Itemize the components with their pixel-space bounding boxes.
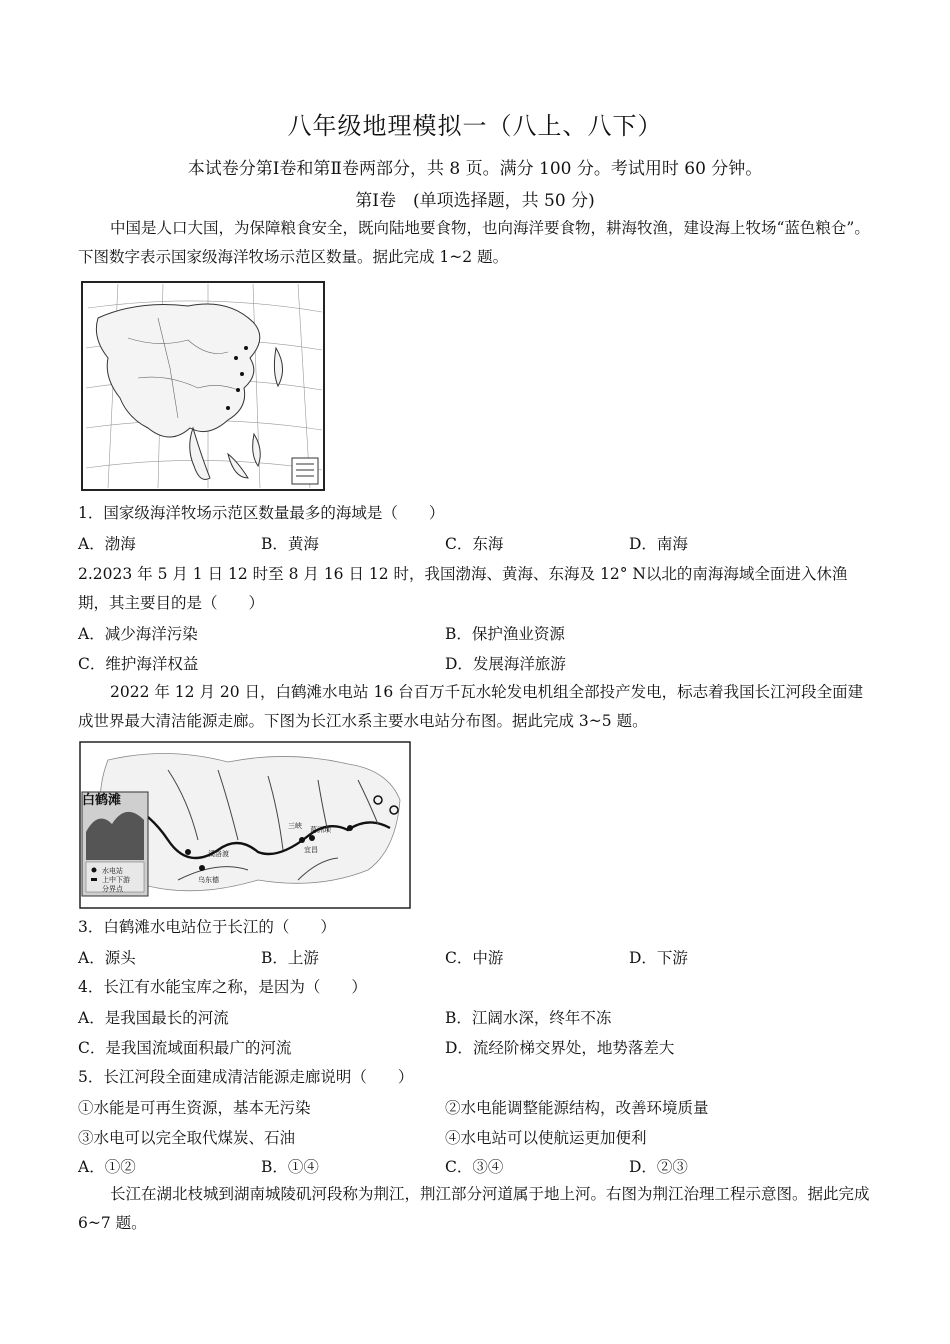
q5-statement-2: ②水电能调整能源结构，改善环境质量 [445,1099,709,1117]
yangtze-map-figure [78,740,412,910]
q4-option-a[interactable]: A．是我国最长的河流 [78,1009,229,1027]
q3-option-c[interactable]: C．中游 [445,949,504,967]
question-4-options-row2 [78,1036,878,1058]
legend-item-3: 分界点 [102,885,123,893]
q4-option-d[interactable]: D．流经阶梯交界处，地势落差大 [445,1039,675,1057]
legend-item-2: 上中下游 [102,876,130,884]
q2-option-d[interactable]: D．发展海洋旅游 [445,655,566,673]
legend-dot-icon [92,868,97,873]
section-heading: 第Ⅰ卷 (单项选择题，共 50 分) [355,191,595,211]
intro-paragraph-3: 长江在湖北枝城到湖南城陵矶河段称为荆江，荆江部分河道属于地上河。右图为荆江治理工程示意图。据此完成 6~7 题。 [78,1185,870,1232]
q5-option-d[interactable]: D．②③ [629,1158,688,1176]
label-yichang: 宜昌 [304,846,318,854]
question-5-statements-row1 [78,1096,878,1118]
intro-paragraph-2: 2022 年 12 月 20 日，白鹤滩水电站 16 台百万千瓦水轮发电机组全部投产发电，标志着我国长江河段全面建成世界最大清洁能源走廊。下图为长江水系主要水电站分布图。据此完成 3~5 题。 [78,683,864,730]
q3-option-b[interactable]: B．上游 [261,949,319,967]
label-wudongde: 乌东德 [198,876,219,884]
question-4-options-row1 [78,1006,878,1028]
baihetan-inset-label: 白鹤滩 [82,793,122,808]
question-1: 1．国家级海洋牧场示范区数量最多的海域是（ ） [78,504,445,522]
legend-item-1: 水电站 [102,867,123,875]
yangtze-hydropower-map [78,740,412,910]
q4-option-c[interactable]: C．是我国流域面积最广的河流 [78,1039,292,1057]
china-sea-map-figure [78,278,330,496]
intro-paragraph-1: 中国是人口大国，为保障粮食安全，既向陆地要食物，也向海洋要食物，耕海牧渔，建设海上牧场“蓝色粮仓”。下图数字表示国家级海洋牧场示范区数量。据此完成 1~2 题。 [78,219,870,266]
q5-statement-1: ①水能是可再生资源，基本无污染 [78,1099,311,1117]
q5-option-c[interactable]: C．③④ [445,1158,504,1176]
q3-option-d[interactable]: D．下游 [629,949,688,967]
question-2-options-row1 [78,622,878,644]
q4-option-b[interactable]: B．江阔水深，终年不冻 [445,1009,612,1027]
label-xiluodu: 溪洛渡 [208,850,229,858]
q1-option-d[interactable]: D．南海 [629,535,688,553]
question-4: 4．长江有水能宝库之称，是因为（ ） [78,978,367,996]
label-sanxia: 三峡 [288,822,302,830]
q5-statement-4: ④水电站可以使航运更加便利 [445,1129,647,1147]
q5-option-b[interactable]: B．①④ [261,1158,319,1176]
china-sea-map [78,278,330,496]
exam-subtitle: 本试卷分第Ⅰ卷和第Ⅱ卷两部分，共 8 页。满分 100 分。考试用时 60 分钟。 [187,159,763,179]
question-3: 3．白鹤滩水电站位于长江的（ ） [78,918,336,936]
question-5-statements-row2 [78,1126,878,1148]
label-gezhouba: 葛洲坝 [310,826,331,834]
q1-option-a[interactable]: A．渤海 [78,535,136,553]
question-5: 5．长江河段全面建成清洁能源走廊说明（ ） [78,1068,414,1086]
question-2-options-row2 [78,652,878,674]
q2-option-b[interactable]: B．保护渔业资源 [445,625,565,643]
question-1-options [78,532,878,554]
q2-option-a[interactable]: A．减少海洋污染 [78,625,198,643]
exam-title: 八年级地理模拟一（八上、八下） [287,112,663,140]
q5-statement-3: ③水电可以完全取代煤炭、石油 [78,1129,296,1147]
q1-option-c[interactable]: C．东海 [445,535,504,553]
q2-option-c[interactable]: C．维护海洋权益 [78,655,199,673]
q1-option-b[interactable]: B．黄海 [261,535,319,553]
question-2: 2.2023 年 5 月 1 日 12 时至 8 月 16 日 12 时，我国渤海、黄海、东海及 12° N以北的南海海域全面进入休渔期，其主要目的是（ ） [78,565,848,612]
q3-option-a[interactable]: A．源头 [78,949,136,967]
q5-option-a[interactable]: A．①② [78,1158,136,1176]
question-5-options [78,1155,878,1177]
question-3-options [78,946,878,968]
